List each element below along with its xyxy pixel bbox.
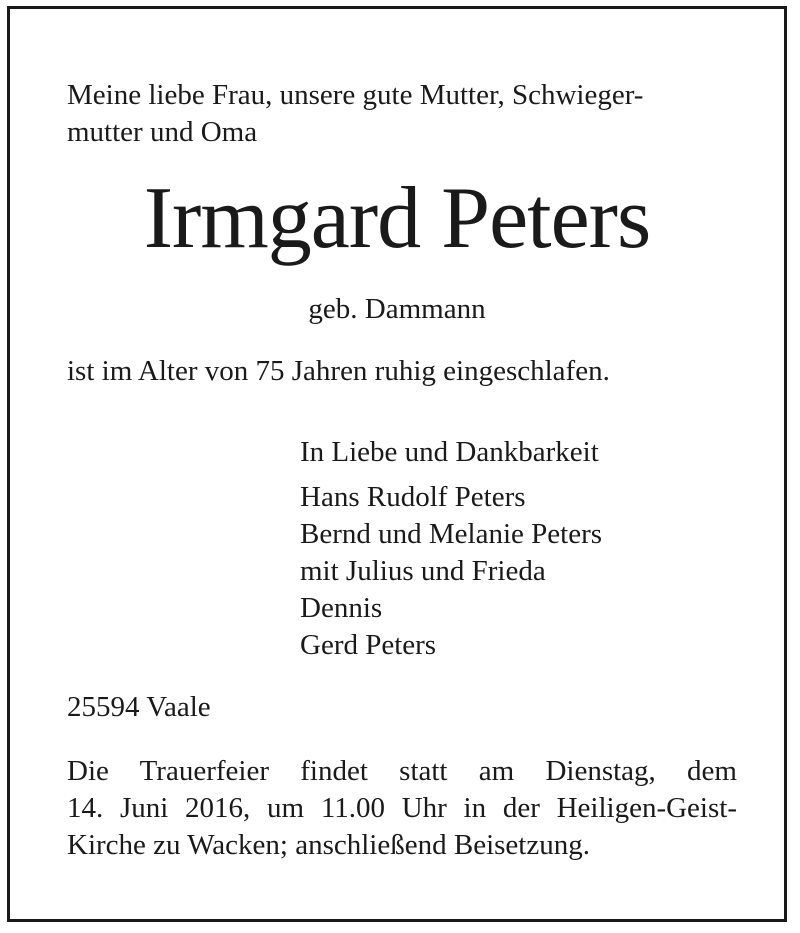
deceased-name: Irmgard Peters bbox=[143, 170, 651, 267]
place-line: 25594 Vaale bbox=[67, 691, 211, 723]
signoff-lead: In Liebe und Dankbarkeit bbox=[300, 436, 599, 468]
mourner-name: Hans Rudolf Peters bbox=[300, 481, 526, 513]
intro-line-1: Meine liebe Frau, unsere gute Mutter, Schwieger- bbox=[67, 79, 644, 111]
mourner-name: Bernd und Melanie Peters bbox=[300, 518, 603, 550]
obituary-notice bbox=[7, 6, 787, 922]
mourner-name: Dennis bbox=[300, 592, 383, 624]
funeral-line-2: 14. Juni 2016, um 11.00 Uhr in der Heiligen-Geist- bbox=[67, 792, 737, 824]
maiden-name: geb. Dammann bbox=[308, 293, 486, 325]
mourner-name: mit Julius und Frieda bbox=[300, 555, 546, 587]
signoff-block bbox=[300, 434, 602, 664]
intro-text bbox=[67, 77, 737, 151]
funeral-info bbox=[67, 753, 737, 864]
funeral-line-1: Die Trauerfeier findet statt am Dienstag, dem bbox=[67, 755, 737, 787]
intro-line-2: mutter und Oma bbox=[67, 116, 258, 148]
funeral-line-3: Kirche zu Wacken; anschließend Beisetzung. bbox=[67, 829, 590, 861]
mourner-name: Gerd Peters bbox=[300, 629, 437, 661]
age-line: ist im Alter von 75 Jahren ruhig eingeschlafen. bbox=[67, 355, 610, 387]
